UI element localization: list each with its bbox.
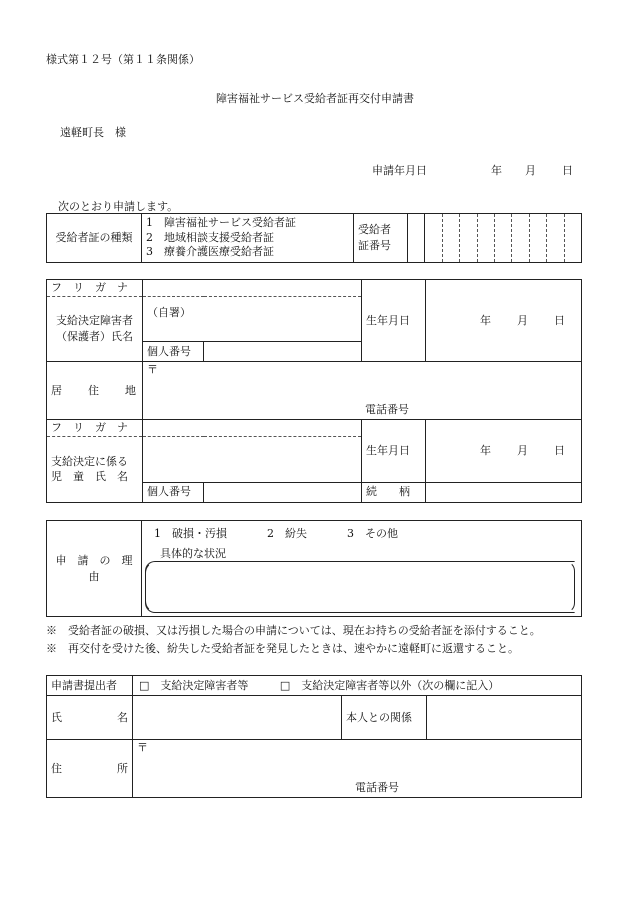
recipient-personal-number-label: 個人番号 [143,342,204,362]
cert-number-label: 受給者 証番号 [354,214,408,263]
child-birth-label: 生年月日 [362,420,426,483]
page-title: 障害福祉サービス受給者証再交付申請書 [216,92,414,105]
recipient-name-field[interactable] [143,297,362,342]
child-name-field[interactable] [143,436,362,482]
cert-type-options [142,214,354,263]
application-date-label: 申請年月日 [372,164,427,177]
child-personal-number-field[interactable] [204,482,362,502]
submitter-address-label: 住 所 [47,740,133,798]
submitter-option-other[interactable]: □ 支給決定障害者等以外（次の欄に記入） [279,678,500,692]
residence-field[interactable] [143,362,582,420]
submitter-postal-mark: 〒 [137,741,148,754]
child-relation-label: 続 柄 [362,482,426,502]
child-relation-field[interactable] [426,482,582,502]
child-name-label: 支給決定に係る 児 童 氏 名 [47,436,143,502]
submitter-option-self[interactable]: □ 支給決定障害者等 [139,678,249,692]
cert-type-label: 受給者証の種類 [47,214,142,263]
submitter-name-field[interactable] [133,696,342,740]
cert-type-option-2[interactable]: 2 地域相談支援受給者証 [146,230,274,244]
recipient-furigana-field[interactable] [143,280,362,297]
form-number: 様式第１２号（第１１条関係） [46,53,200,66]
intro-text: 次のとおり申請します。 [58,200,179,213]
submitter-relation-field[interactable] [427,696,582,740]
recipient-name-label: 支給決定障害者 （保護者）氏名 [47,297,143,362]
application-date-month: 月 [525,164,536,177]
detail-bracket-left-curve [145,561,159,613]
residence-label: 居 住 地 [47,362,143,420]
residence-postal-mark: 〒 [147,363,158,376]
recipient-table [46,279,582,503]
reason-detail-label: 具体的な状況 [160,547,226,560]
submitter-options [133,676,582,696]
recipient-birth-label: 生年月日 [362,280,426,362]
reason-option-2[interactable]: 2 紛失 [267,527,307,540]
recipient-birth-field[interactable]: 年 月 日 [426,280,582,362]
certificate-type-table [46,213,582,263]
application-date-day: 日 [562,164,573,177]
note-1: ※ 受給者証の破損、又は汚損した場合の申請については、現在お持ちの受給者証を添付すること。 [46,624,541,637]
child-birth-field[interactable]: 年 月 日 [426,420,582,483]
reason-option-3[interactable]: 3 その他 [347,527,398,540]
detail-bracket-right [145,561,575,613]
recipient-personal-number-field[interactable] [204,342,362,362]
reason-label: 申 請 の 理 由 [47,521,142,617]
submitter-address-field[interactable] [133,740,582,798]
cert-type-option-1[interactable]: 1 障害福祉サービス受給者証 [146,215,296,229]
cert-type-option-3[interactable]: 3 療養介護医療受給者証 [146,245,274,259]
residence-phone-label: 電話番号 [365,403,409,417]
reason-option-1[interactable]: 1 破損・汚損 [154,527,227,540]
child-personal-number-label: 個人番号 [143,482,204,502]
application-date-year: 年 [491,164,502,177]
reason-table [46,520,582,617]
note-2: ※ 再交付を受けた後、紛失した受給者証を発見したときは、速やかに遠軽町に返還すること。 [46,642,519,655]
signature-note: （自署） [147,306,191,319]
recipient-furigana-label: フ リ ガ ナ [47,280,143,297]
addressee: 遠軽町長 様 [60,126,126,139]
child-furigana-label: フ リ ガ ナ [47,420,143,437]
submitter-name-label: 氏 名 [47,696,133,740]
submitter-table [46,675,582,798]
cert-number-boxes[interactable] [408,214,582,263]
submitter-label: 申請書提出者 [47,676,133,696]
submitter-phone-label: 電話番号 [355,781,399,795]
child-furigana-field[interactable] [143,420,362,437]
submitter-relation-label: 本人との関係 [342,696,427,740]
reason-field[interactable] [142,521,582,617]
